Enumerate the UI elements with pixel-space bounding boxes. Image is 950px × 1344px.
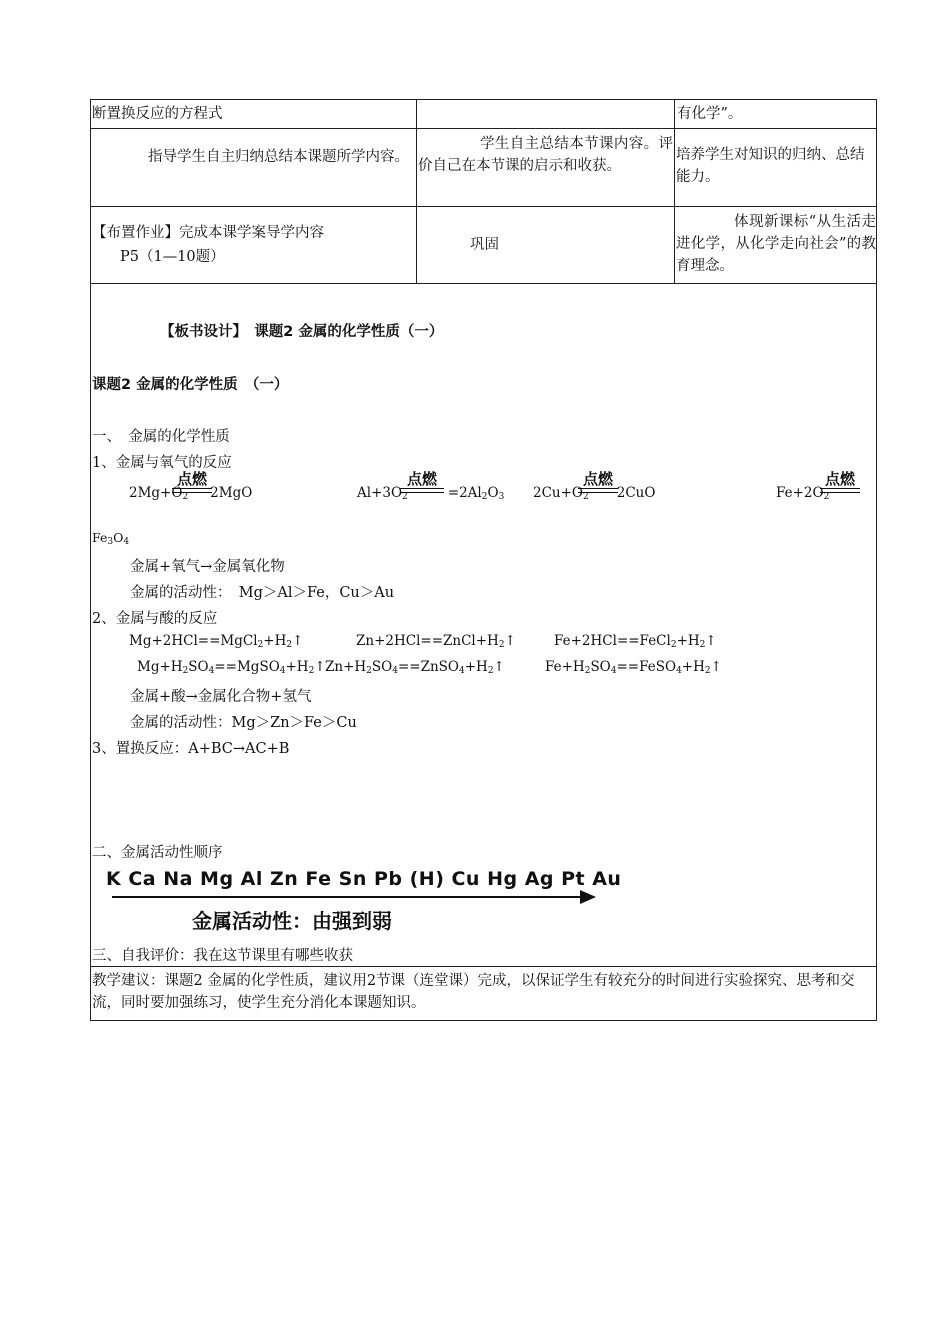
table-border — [90, 206, 877, 207]
oxide-rule: 金属+氧气→金属氧化物 — [130, 559, 285, 575]
activity-arrow-label: 金属活动性：由强到弱 — [192, 909, 392, 933]
table-cell: 学生自主总结本节课内容。评价自己在本节课的启示和收获。 — [418, 136, 673, 174]
activity-series: K Ca Na Mg Al Zn Fe Sn Pb (H) Cu Hg Ag Pt Au — [106, 868, 622, 890]
table-border — [416, 99, 417, 284]
activity-arrow — [112, 896, 584, 898]
equation-al-o2: $Al+3O_2 =2Al_2O_3$ — [357, 485, 505, 502]
table-border — [674, 99, 675, 284]
equation-mg-o2: $2Mg+O_2$ 2MgO — [129, 485, 253, 502]
equation-zn-hcl: $Zn+2HCl==ZnCl+H_2↑$ — [356, 633, 516, 650]
table-border — [90, 99, 91, 1021]
equation-mg-hcl: $Mg+2HCl==MgCl_2+H_2↑$ — [129, 633, 304, 650]
teaching-suggestion: 教学建议：课题2 金属的化学性质，建议用2节课（连堂课）完成，以保证学生有较充分的时间进行实验探究、思考和交流，同时要加强练习，使学生充分消化本课题知识。 — [92, 973, 855, 1011]
table-cell: 巩固 — [470, 237, 499, 253]
equation-fe-h2so4: $Fe+H_2SO_4==FeSO_4+H_2↑$ — [545, 659, 722, 676]
equation-fe3o4: $Fe_3O_4$ — [92, 530, 130, 547]
acid-rule: 金属+酸→金属化合物+氢气 — [130, 689, 312, 705]
board-heading: 【板书设计】 课题2 金属的化学性质（一） — [160, 324, 444, 340]
table-cell: 有化学”。 — [677, 106, 743, 122]
table-border — [90, 283, 877, 284]
table-border — [90, 966, 877, 967]
section-2: 二、金属活动性顺序 — [92, 845, 223, 861]
activity-2: 金属的活动性：Mg＞Zn＞Fe＞Cu — [130, 715, 357, 731]
table-border — [90, 99, 877, 100]
section-1: 一、 金属的化学性质 — [92, 429, 230, 445]
section-3: 三、自我评价：我在这节课里有哪些收获 — [92, 948, 353, 964]
table-border — [90, 128, 877, 129]
section-1-2: 2、金属与酸的反应 — [92, 611, 218, 627]
section-1-3: 3、置换反应：A+BC→AC+B — [92, 741, 290, 757]
homework-label: 【布置作业】完成本课学案导学内容 — [92, 225, 324, 241]
board-subtitle: 课题2 金属的化学性质 （一） — [92, 377, 289, 393]
equation-fe-o2: $Fe+2O_2$ — [776, 485, 830, 502]
table-cell: 指导学生自主归纳总结本课题所学内容。 — [148, 149, 409, 165]
table-border — [90, 1020, 877, 1021]
activity-1: 金属的活动性： Mg＞Al＞Fe，Cu＞Au — [130, 585, 395, 601]
table-cell: 体现新课标“从生活走进化学，从化学走向社会”的教育理念。 — [676, 214, 876, 274]
section-1-1: 1、金属与氧气的反应 — [92, 455, 232, 471]
equation-fe-hcl: $Fe+2HCl==FeCl_2+H_2↑$ — [554, 633, 717, 650]
equation-zn-h2so4: $Zn+H_2SO_4==ZnSO_4+H_2↑$ — [325, 659, 505, 676]
homework-pages: P5（1—10题） — [120, 249, 225, 265]
equation-cu-o2: $2Cu+O_2$ 2CuO — [533, 485, 656, 502]
table-cell: 断置换反应的方程式 — [92, 106, 223, 122]
arrow-head-icon — [580, 890, 596, 904]
equation-mg-h2so4: $Mg+H_2SO_4==MgSO_4+H_2↑$ — [137, 659, 326, 676]
table-border — [876, 99, 877, 1021]
table-cell: 培养学生对知识的归纳、总结能力。 — [676, 147, 865, 185]
